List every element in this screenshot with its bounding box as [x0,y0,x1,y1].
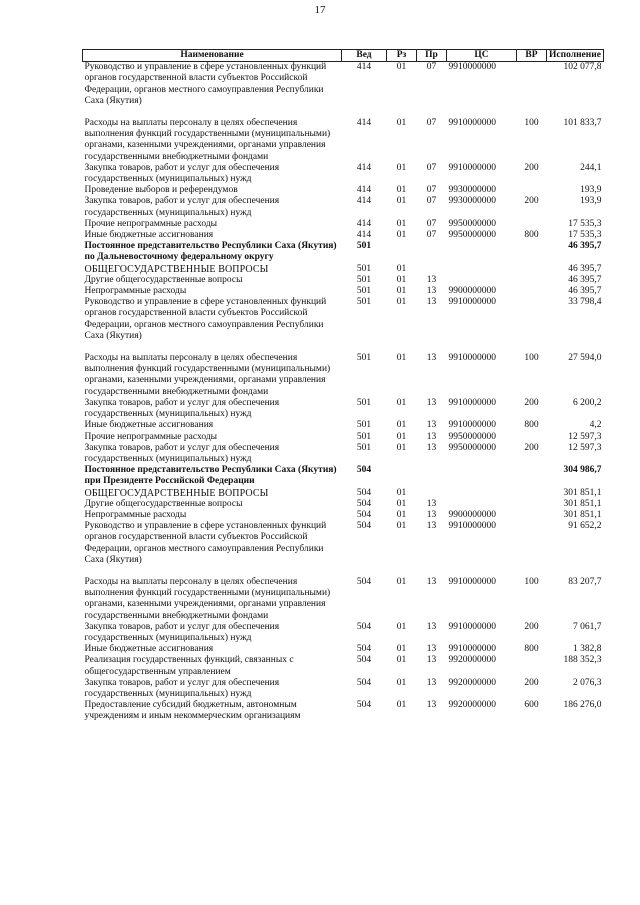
row-rz: 01 [396,487,407,498]
row-ved: 414 [356,162,372,173]
row-name: Предоставление субсидий бюджетным, автономным учреждениям и иным некоммерческим организациям [84,700,301,722]
row-vr: 100 [524,353,539,364]
row-ved: 501 [356,274,372,285]
row-vr: 200 [524,162,539,173]
row-pr: 13 [426,700,437,711]
table-row [83,678,604,700]
row-amount: 27 594,0 [568,353,602,364]
row-cs: 9910000000 [448,397,496,408]
row-cs: 9930000000 [448,196,496,207]
row-name: Расходы на выплаты персоналу в целях обеспечения выполнения функций государственными (муниципальными) органами, казенными учреждениями, органами управления государственными внебюджетными фондами [84,353,331,397]
row-ved: 504 [356,509,372,520]
spacer-cell [83,566,604,577]
row-ved: 414 [356,62,372,73]
row-amount: 6 200,2 [573,397,602,408]
row-spacer [83,566,604,577]
row-amount: 301 851,1 [563,487,602,498]
row-amount: 17 535,3 [568,218,602,229]
row-name: Расходы на выплаты персоналу в целях обеспечения выполнения функций государственными (муниципальными) органами, казенными учреждениями, органами управления государственными внебюджетными фондами [84,118,331,162]
row-pr: 13 [426,397,437,408]
row-name: Постоянное представительство Республики Саха (Якутия) при Президенте Российской Федерации [84,465,337,487]
row-cs: 9950000000 [448,218,496,229]
row-rz: 01 [396,218,407,229]
row-spacer [83,107,604,118]
row-rz: 01 [396,621,407,632]
row-vr: 800 [524,420,539,431]
row-rz: 01 [396,286,407,297]
header-ved: Вед [342,50,387,62]
table-body [83,62,604,723]
row-pr: 13 [426,621,437,632]
table-row [83,465,604,487]
row-cs [447,264,517,275]
row-vr: 200 [524,442,539,453]
row-vr [517,510,547,521]
row-vr [517,655,547,677]
row-name: Закупка товаров, работ и услуг для обеспечения государственных (муниципальных) нужд [84,162,280,185]
row-ved: 504 [356,465,372,476]
row-name: ОБЩЕГОСУДАРСТВЕННЫЕ ВОПРОСЫ [84,263,269,275]
row-rz: 01 [396,118,407,129]
row-rz: 01 [396,700,407,711]
row-amount: 17 535,3 [568,230,602,241]
row-rz: 01 [396,431,407,442]
row-cs: 9930000000 [448,185,496,196]
row-rz [387,465,417,487]
row-amount: 46 395,7 [568,274,602,285]
row-cs [447,465,517,487]
row-name: Руководство и управление в сфере установленных функций органов государственной власти субъектов Российской Федерации, органов местного самоуправления Республики Саха (Якутия) [84,62,327,106]
row-cs: 9910000000 [448,576,496,587]
table-row [83,488,604,499]
row-name: Прочие непрограммные расходы [84,431,218,442]
row-rz: 01 [396,655,407,666]
row-amount: 46 395,7 [568,286,602,297]
table-row [83,241,604,263]
row-ved: 501 [356,297,372,308]
table-row [83,219,604,230]
row-ved: 414 [356,218,372,229]
row-amount: 46 395,7 [568,241,602,252]
row-rz: 01 [396,509,407,520]
header-rz: Рз [387,50,417,62]
row-pr: 07 [426,230,437,241]
row-ved: 414 [356,230,372,241]
row-rz: 01 [396,263,407,274]
row-pr: 13 [426,498,437,509]
row-rz: 01 [396,442,407,453]
row-amount: 12 597,3 [568,431,602,442]
row-cs: 9910000000 [448,62,496,73]
row-amount: 193,9 [580,196,602,207]
row-name: Закупка товаров, работ и услуг для обеспечения государственных (муниципальных) нужд [84,397,280,420]
row-rz: 01 [396,521,407,532]
row-name: Другие общегосударственные вопросы [84,274,243,285]
table-row [83,443,604,465]
row-ved: 501 [356,442,372,453]
row-rz: 01 [396,185,407,196]
row-ved: 504 [356,487,372,498]
row-ved: 501 [356,353,372,364]
row-name: Иные бюджетные ассигнования [84,420,214,431]
table-row [83,622,604,644]
row-ved: 414 [356,185,372,196]
row-vr: 800 [524,230,539,241]
row-vr: 100 [524,576,539,587]
row-ved: 504 [356,644,372,655]
row-vr [517,432,547,443]
row-ved: 501 [356,397,372,408]
table-row [83,196,604,218]
row-pr: 07 [426,196,437,207]
row-ved: 504 [356,521,372,532]
table-row [83,398,604,420]
row-rz: 01 [396,644,407,655]
row-name: ОБЩЕГОСУДАРСТВЕННЫЕ ВОПРОСЫ [84,487,269,499]
row-spacer [83,342,604,353]
row-name: Иные бюджетные ассигнования [84,644,214,655]
table-row [83,163,604,185]
row-pr: 07 [426,118,437,129]
header-pr: Пр [417,50,447,62]
row-cs: 9900000000 [448,509,496,520]
table-row [83,62,604,107]
table-row [83,700,604,722]
row-vr [517,521,547,566]
row-cs: 9910000000 [448,118,496,129]
row-vr: 600 [524,700,539,711]
row-ved: 501 [356,241,372,252]
row-name: Постоянное представительство Республики Саха (Якутия) по Дальневосточному федеральному округу [84,241,337,263]
row-cs: 9900000000 [448,286,496,297]
spacer-cell [83,342,604,353]
row-rz: 01 [396,274,407,285]
row-ved: 504 [356,655,372,666]
row-pr: 13 [426,297,437,308]
row-ved: 504 [356,576,372,587]
table-row [83,297,604,342]
row-ved: 504 [356,621,372,632]
row-cs: 9920000000 [448,700,496,711]
row-cs: 9910000000 [448,353,496,364]
row-pr: 13 [426,420,437,431]
row-amount: 7 061,7 [573,621,602,632]
row-rz: 01 [396,397,407,408]
row-rz: 01 [396,677,407,688]
row-rz: 01 [396,62,407,73]
row-vr [517,488,547,499]
row-rz: 01 [396,162,407,173]
row-name: Расходы на выплаты персоналу в целях обеспечения выполнения функций государственными (муниципальными) органами, казенными учреждениями, органами управления государственными внебюджетными фондами [84,576,331,621]
row-amount: 4,2 [589,420,602,431]
row-ved: 501 [356,420,372,431]
row-rz: 01 [396,498,407,509]
row-pr: 07 [426,218,437,229]
row-rz: 01 [396,420,407,431]
row-amount: 33 798,4 [568,297,602,308]
row-cs: 9950000000 [448,442,496,453]
row-vr: 200 [524,196,539,207]
row-name: Непрограммные расходы [84,509,187,520]
table-row [83,264,604,275]
row-amount: 91 652,2 [568,521,602,532]
row-amount: 301 851,1 [563,498,602,509]
row-pr: 07 [426,185,437,196]
row-name: Закупка товаров, работ и услуг для обеспечения государственных (муниципальных) нужд [84,677,280,699]
row-cs [447,499,517,510]
row-pr: 13 [426,677,437,688]
table-row [83,510,604,521]
row-vr: 100 [524,118,539,129]
row-vr [517,241,547,263]
row-amount: 101 833,7 [563,118,602,129]
row-name: Закупка товаров, работ и услуг для обеспечения государственных (муниципальных) нужд [84,442,280,464]
row-cs [447,275,517,286]
row-name: Реализация государственных функций, связанных с общегосударственным управлением [84,655,294,677]
row-cs: 9920000000 [448,655,496,666]
row-vr: 200 [524,621,539,632]
table-row [83,275,604,286]
row-amount: 46 395,7 [568,263,602,274]
row-vr: 800 [524,644,539,655]
table-row [83,432,604,443]
header-vr: ВР [517,50,547,62]
row-ved: 414 [356,196,372,207]
row-pr: 13 [426,521,437,532]
row-amount: 244,1 [580,162,602,173]
row-pr: 13 [426,576,437,587]
row-name: Закупка товаров, работ и услуг для обеспечения государственных (муниципальных) нужд [84,196,280,218]
row-cs [447,241,517,263]
row-vr [517,275,547,286]
table-row [83,185,604,196]
page-number: 17 [314,4,326,16]
table-row [83,577,604,622]
row-ved: 501 [356,263,372,274]
row-amount: 102 077,8 [563,62,602,73]
budget-table [82,49,604,723]
row-ved: 414 [356,118,372,129]
table-row [83,521,604,566]
row-cs: 9910000000 [448,644,496,655]
row-vr: 200 [524,677,539,688]
table-row [83,420,604,431]
row-amount: 2 076,3 [573,677,602,688]
table-header [83,50,604,62]
row-vr: 200 [524,397,539,408]
row-cs: 9920000000 [448,677,496,688]
row-pr: 13 [426,431,437,442]
row-vr [517,185,547,196]
row-pr: 13 [426,274,437,285]
row-vr [517,465,547,487]
row-cs: 9910000000 [448,162,496,173]
row-amount: 193,9 [580,185,602,196]
row-pr: 13 [426,509,437,520]
row-rz: 01 [396,576,407,587]
header-amount: Исполнение [547,50,604,62]
row-vr [517,499,547,510]
row-vr [517,286,547,297]
row-vr [517,62,547,107]
row-amount: 83 207,7 [568,576,602,587]
row-vr [517,264,547,275]
row-pr [417,465,447,487]
row-rz: 01 [396,353,407,364]
row-name: Закупка товаров, работ и услуг для обеспечения государственных (муниципальных) нужд [84,621,280,643]
table-row [83,286,604,297]
row-amount: 301 851,1 [563,509,602,520]
row-ved: 501 [356,286,372,297]
table-row [83,353,604,398]
row-pr: 13 [426,442,437,453]
row-rz: 01 [396,230,407,241]
row-ved: 504 [356,700,372,711]
table-row [83,655,604,677]
row-name: Проведение выборов и референдумов [84,185,238,196]
row-ved: 504 [356,677,372,688]
row-name: Руководство и управление в сфере установленных функций органов государственной власти субъектов Российской Федерации, органов местного самоуправления Республики Саха (Якутия) [84,521,327,565]
row-amount: 188 352,3 [563,655,602,666]
row-pr: 07 [426,162,437,173]
row-pr: 13 [426,644,437,655]
row-vr [517,297,547,342]
row-cs: 9910000000 [448,621,496,632]
row-cs: 9950000000 [448,431,496,442]
row-amount: 12 597,3 [568,442,602,453]
row-cs: 9910000000 [448,521,496,532]
header-name: Наименование [83,50,342,62]
row-amount: 1 382,8 [573,644,602,655]
header-cs: ЦС [447,50,517,62]
row-cs: 9950000000 [448,230,496,241]
row-cs [447,488,517,499]
row-name: Другие общегосударственные вопросы [84,498,243,509]
row-pr: 13 [426,353,437,364]
row-vr [517,219,547,230]
row-amount: 186 276,0 [563,700,602,711]
row-pr: 13 [426,286,437,297]
row-cs: 9910000000 [448,420,496,431]
row-rz [387,241,417,263]
row-pr [417,241,447,263]
row-rz: 01 [396,297,407,308]
row-ved: 504 [356,498,372,509]
row-pr: 13 [426,655,437,666]
row-ved: 501 [356,431,372,442]
row-name: Руководство и управление в сфере установленных функций органов государственной власти субъектов Российской Федерации, органов местного самоуправления Республики Саха (Якутия) [84,297,327,341]
table-row [83,499,604,510]
table-row [83,118,604,163]
row-cs: 9910000000 [448,297,496,308]
row-pr: 07 [426,62,437,73]
row-name: Иные бюджетные ассигнования [84,230,214,241]
row-rz: 01 [396,196,407,207]
row-name: Прочие непрограммные расходы [84,218,218,229]
row-pr [417,264,447,275]
row-pr [417,488,447,499]
row-amount: 304 986,7 [563,465,602,476]
table-row [83,230,604,241]
table-row [83,644,604,655]
row-name: Непрограммные расходы [84,286,187,297]
spacer-cell [83,107,604,118]
